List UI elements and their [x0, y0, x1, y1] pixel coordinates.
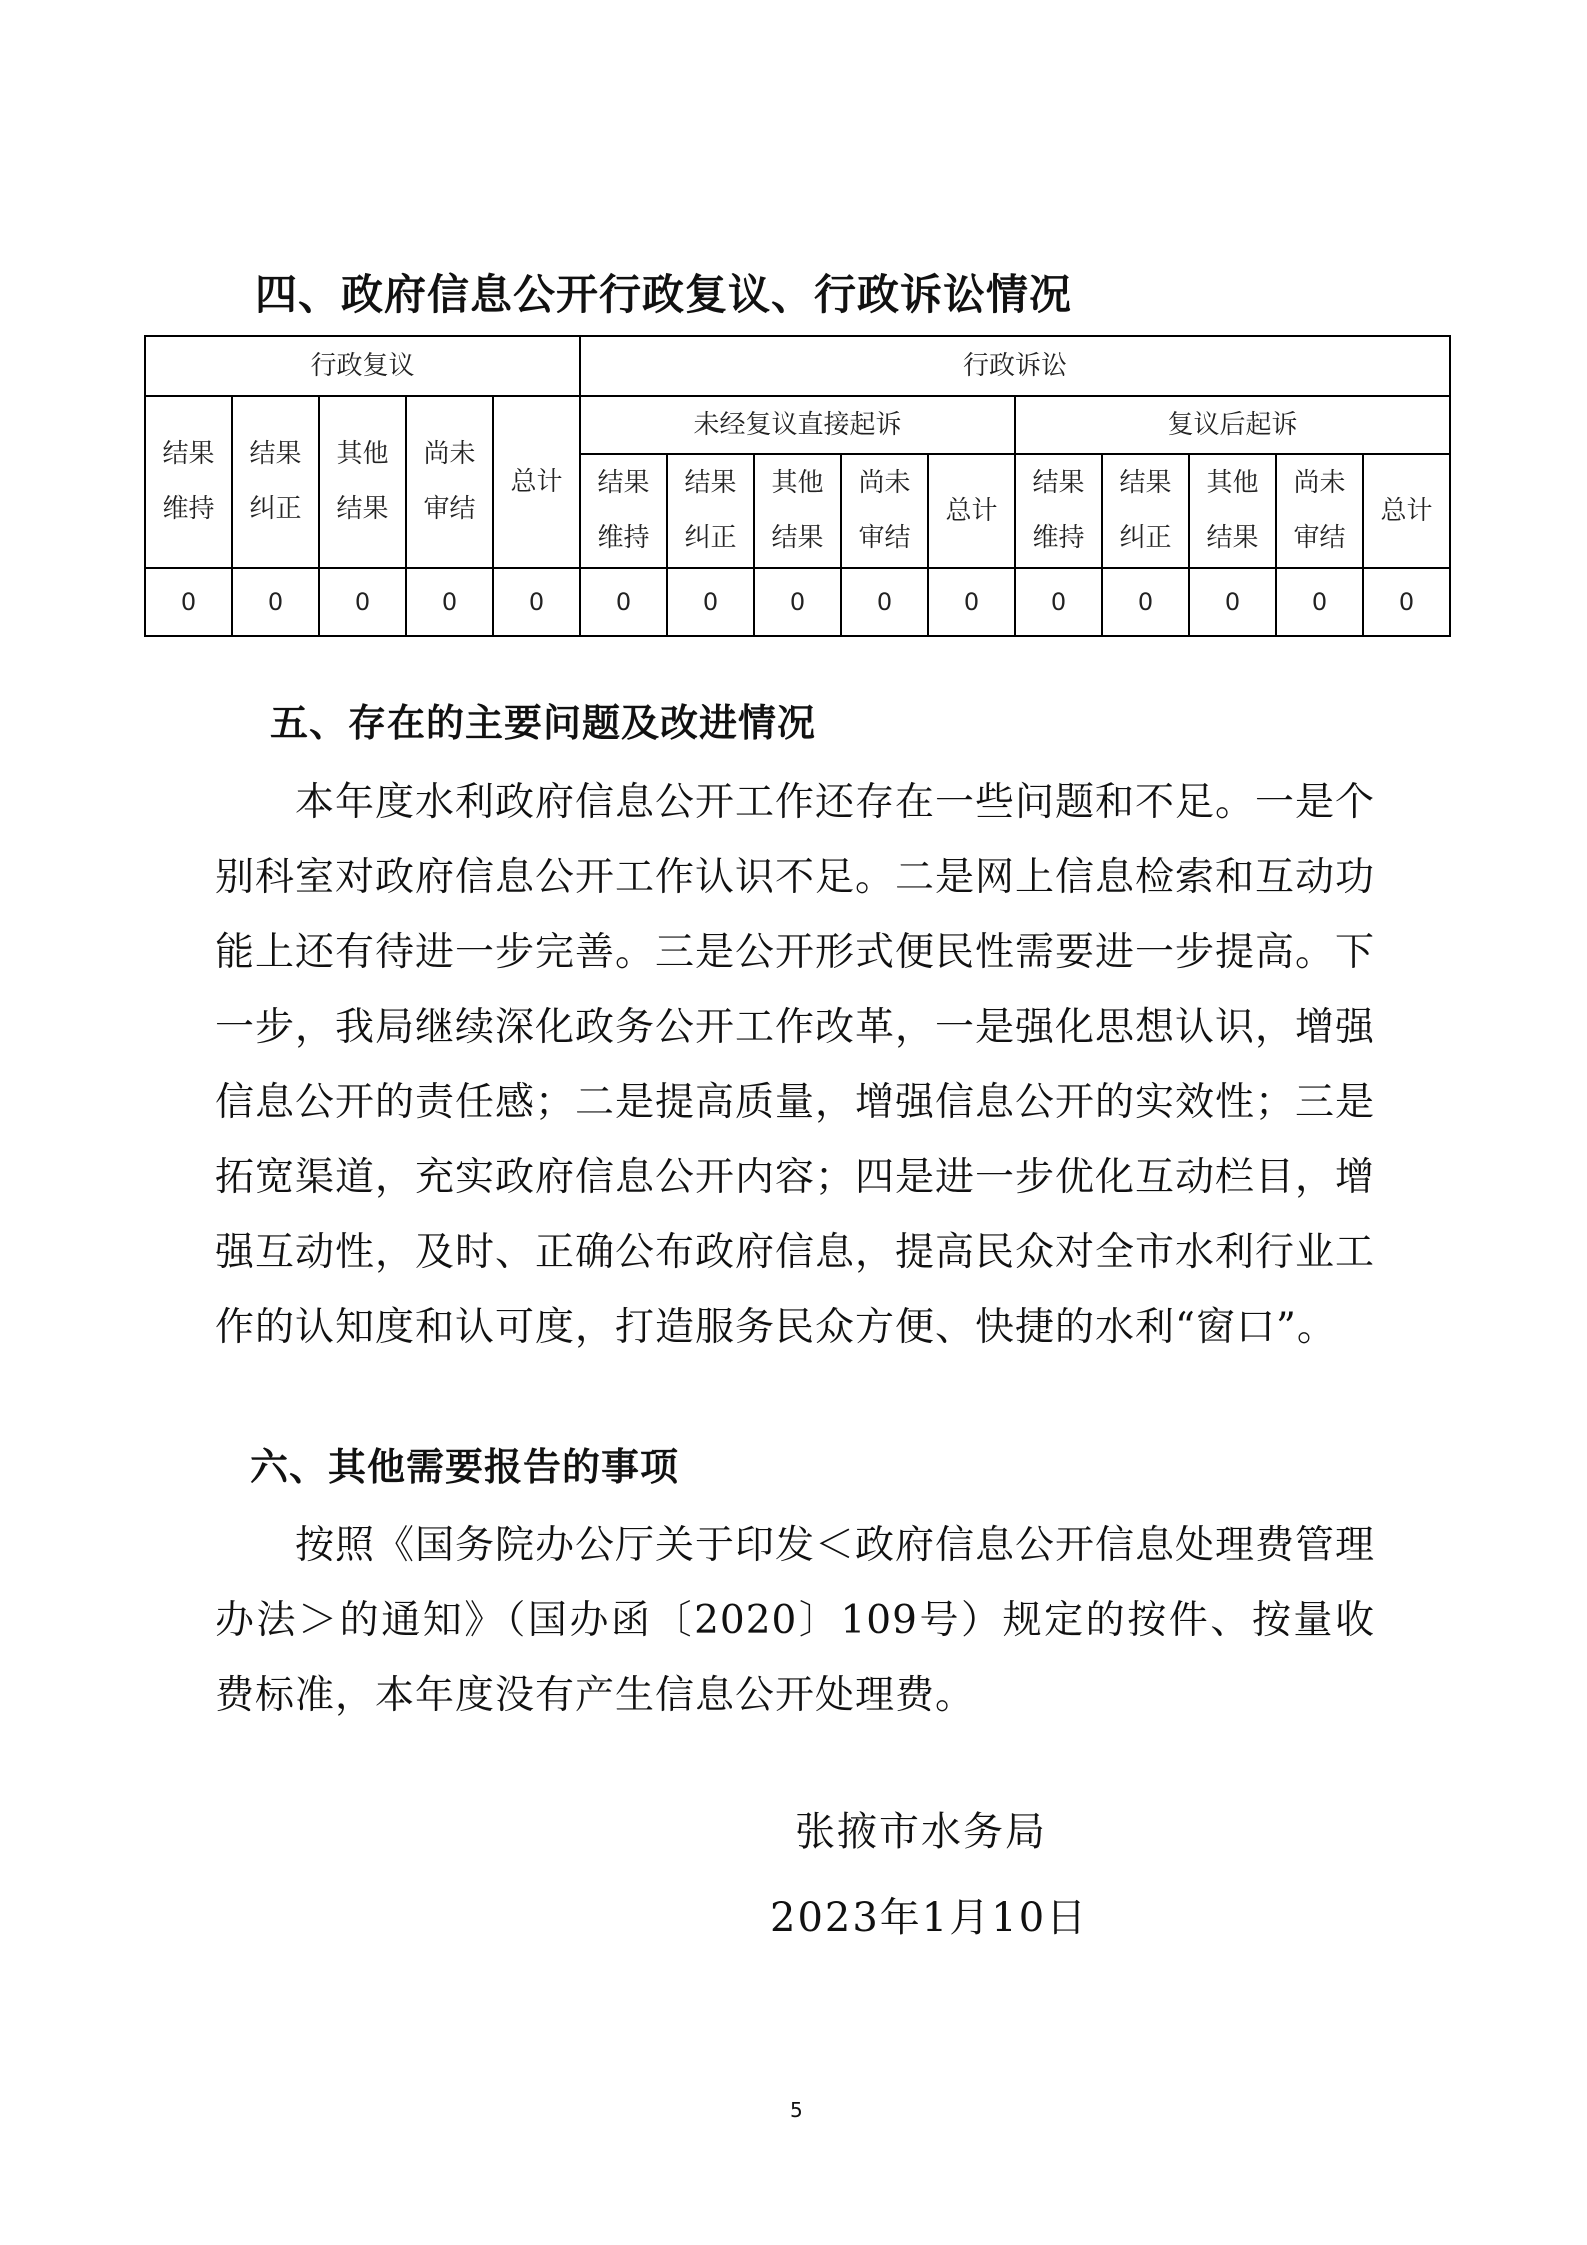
value-cell: 0 — [580, 568, 667, 636]
subgroup-header-after: 复议后起诉 — [1015, 396, 1450, 454]
value-cell: 0 — [667, 568, 754, 636]
header-cell: 尚未 审结 — [406, 396, 493, 568]
section-6-title: 六、其他需要报告的事项 — [250, 1445, 680, 1489]
value-cell: 0 — [928, 568, 1015, 636]
group-header-litigation: 行政诉讼 — [580, 336, 1450, 396]
value-cell: 0 — [406, 568, 493, 636]
table-row — [145, 396, 1450, 454]
header-cell: 结果 维持 — [1015, 454, 1102, 568]
review-litigation-table — [144, 335, 1451, 637]
group-header-review: 行政复议 — [145, 336, 580, 396]
subgroup-header-direct: 未经复议直接起诉 — [580, 396, 1015, 454]
value-cell: 0 — [841, 568, 928, 636]
header-cell: 结果 维持 — [580, 454, 667, 568]
header-cell: 结果 纠正 — [1102, 454, 1189, 568]
header-cell: 总计 — [928, 454, 1015, 568]
value-cell: 0 — [1276, 568, 1363, 636]
value-cell: 0 — [232, 568, 319, 636]
section-4-title: 四、政府信息公开行政复议、行政诉讼情况 — [255, 270, 1073, 319]
signature-date: 2023年1月10日 — [770, 1895, 1089, 1941]
header-cell: 其他 结果 — [754, 454, 841, 568]
value-cell: 0 — [1102, 568, 1189, 636]
header-cell: 总计 — [493, 396, 580, 568]
section-5-title: 五、存在的主要问题及改进情况 — [270, 701, 817, 745]
header-cell: 其他 结果 — [1189, 454, 1276, 568]
value-cell: 0 — [319, 568, 406, 636]
header-cell: 尚未 审结 — [1276, 454, 1363, 568]
header-cell: 尚未 审结 — [841, 454, 928, 568]
header-cell: 结果 维持 — [145, 396, 232, 568]
table-row — [145, 336, 1450, 396]
header-cell: 其他 结果 — [319, 396, 406, 568]
page-number: 5 — [790, 2098, 803, 2122]
value-cell: 0 — [1189, 568, 1276, 636]
value-cell: 0 — [145, 568, 232, 636]
section-5-body: 本年度水利政府信息公开工作还存在一些问题和不足。一是个别科室对政府信息公开工作认识不足。二是网上信息检索和互动功能上还有待进一步完善。三是公开形式便民性需要进一步提高。下一步，我局继续深化政务公开工作改革，一是强化思想认识，增强信息公开的责任感；二是提高质量，增强信息公开的实效性；三是拓宽渠道，充实政府信息公开内容；四是进一步优化互动栏目，增强互动性，及时、正确公布政府信息，提高民众对全市水利行业工作的认知度和认可度，打造服务民众方便、快捷的水利“窗口”。 — [215, 780, 1376, 1350]
value-cell: 0 — [1363, 568, 1450, 636]
header-cell: 结果 纠正 — [667, 454, 754, 568]
value-cell: 0 — [754, 568, 841, 636]
value-cell: 0 — [1015, 568, 1102, 636]
header-cell: 结果 纠正 — [232, 396, 319, 568]
table-row — [145, 568, 1450, 636]
value-cell: 0 — [493, 568, 580, 636]
signature-organization: 张掖市水务局 — [795, 1809, 1047, 1855]
section-6-body: 按照《国务院办公厅关于印发＜政府信息公开信息处理费管理办法＞的通知》（国办函〔2020〕109号）规定的按件、按量收费标准，本年度没有产生信息公开处理费。 — [215, 1523, 1376, 1718]
header-cell: 总计 — [1363, 454, 1450, 568]
